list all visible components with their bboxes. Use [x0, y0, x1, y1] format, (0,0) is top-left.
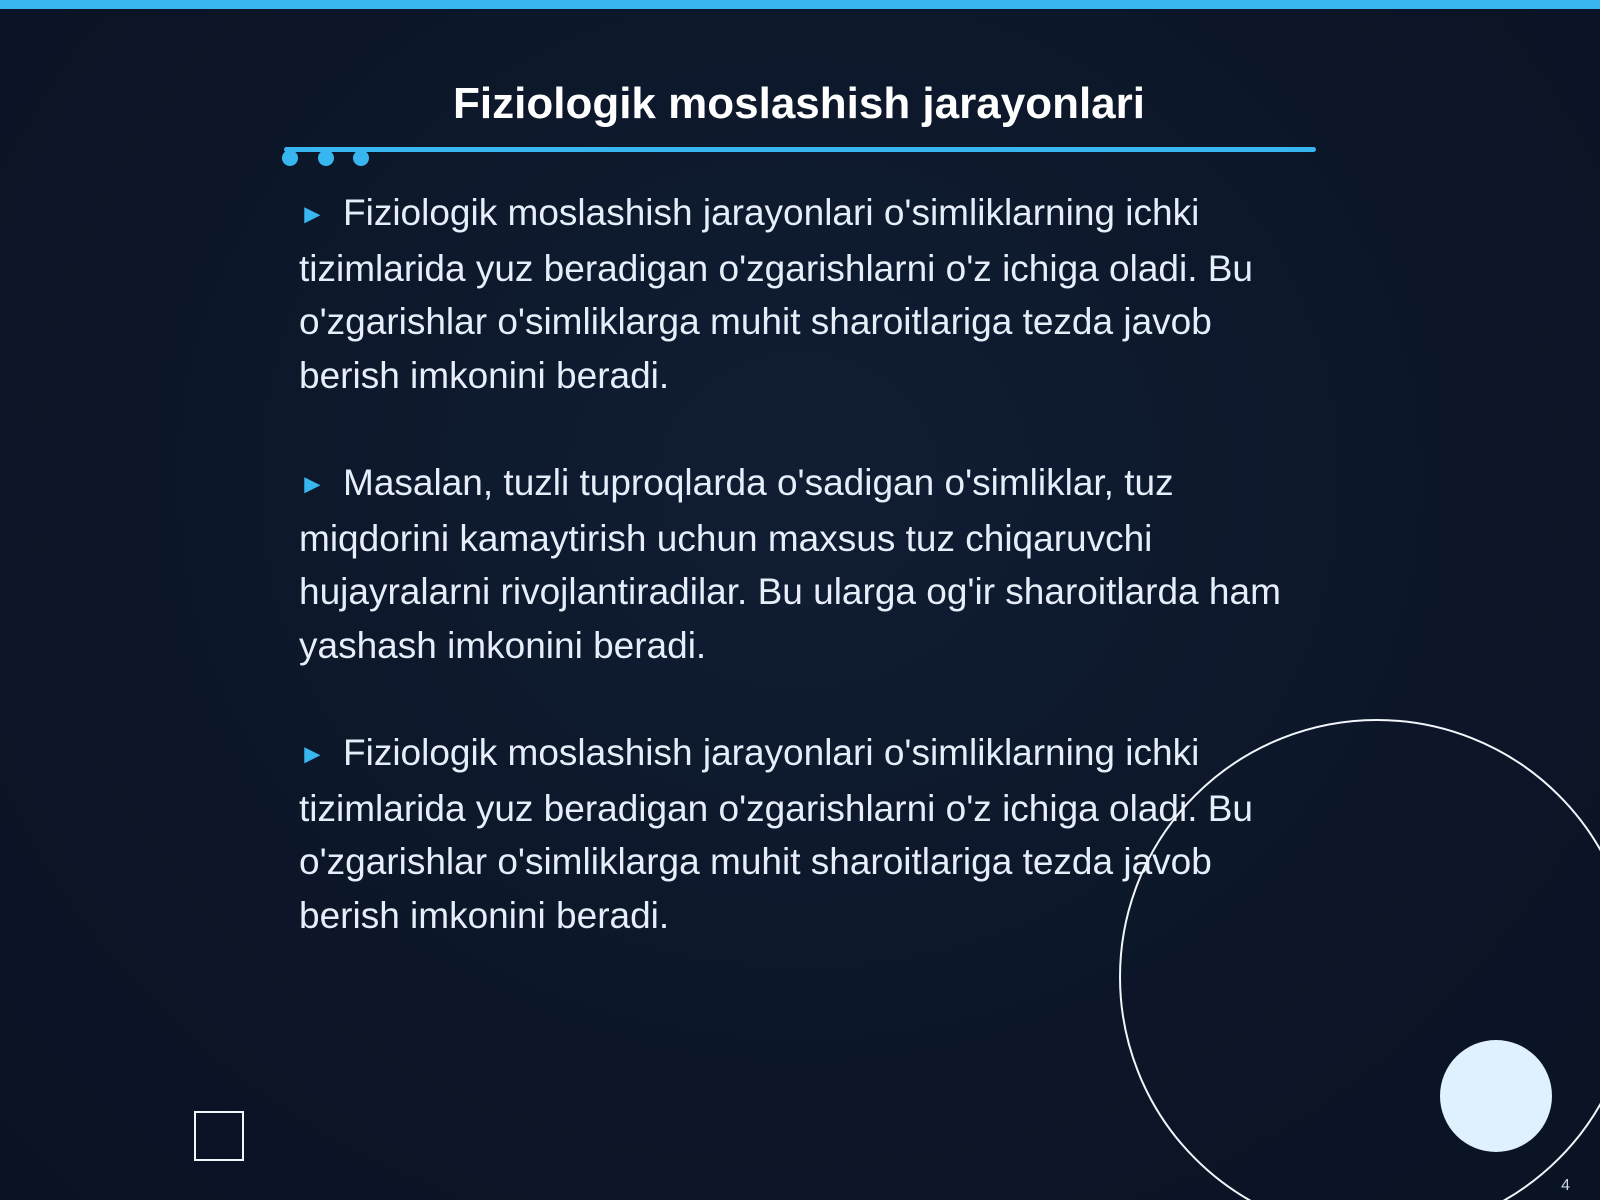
- bullet-item: [299, 186, 1309, 402]
- underline-dot: [282, 150, 298, 166]
- decorative-square-outline: [194, 1111, 244, 1161]
- page-number: 4: [1561, 1177, 1570, 1194]
- triangle-right-icon: ►: [299, 469, 326, 499]
- triangle-right-icon: ►: [299, 739, 326, 769]
- bullet-item: [299, 456, 1309, 672]
- bullet-text: Fiziologik moslashish jarayonlari o'simliklarning ichki tizimlarida yuz beradigan o'zgarishlarni o'z ichiga oladi. Bu o'zgarishlar o'simliklarga muhit sharoitlariga tezda javob berish imkonini beradi.: [299, 732, 1254, 936]
- underline-dot: [353, 150, 369, 166]
- bullet-text: Masalan, tuzli tuproqlarda o'sadigan o'simliklar, tuz miqdorini kamaytirish uchun maxsus tuz chiqaruvchi hujayralarni rivojlantiradilar. Bu ularga og'ir sharoitlarda ham yashash imkonini beradi.: [299, 462, 1281, 666]
- title-underline: [284, 147, 1316, 152]
- decorative-filled-circle: [1440, 1040, 1552, 1152]
- top-accent-bar: [0, 0, 1600, 9]
- bullet-text: Fiziologik moslashish jarayonlari o'simliklarning ichki tizimlarida yuz beradigan o'zgarishlarni o'z ichiga oladi. Bu o'zgarishlar o'simliklarga muhit sharoitlariga tezda javob berish imkonini beradi.: [299, 192, 1254, 396]
- underline-dot: [318, 150, 334, 166]
- triangle-right-icon: ►: [299, 199, 326, 229]
- slide-title: Fiziologik moslashish jarayonlari: [453, 79, 1145, 128]
